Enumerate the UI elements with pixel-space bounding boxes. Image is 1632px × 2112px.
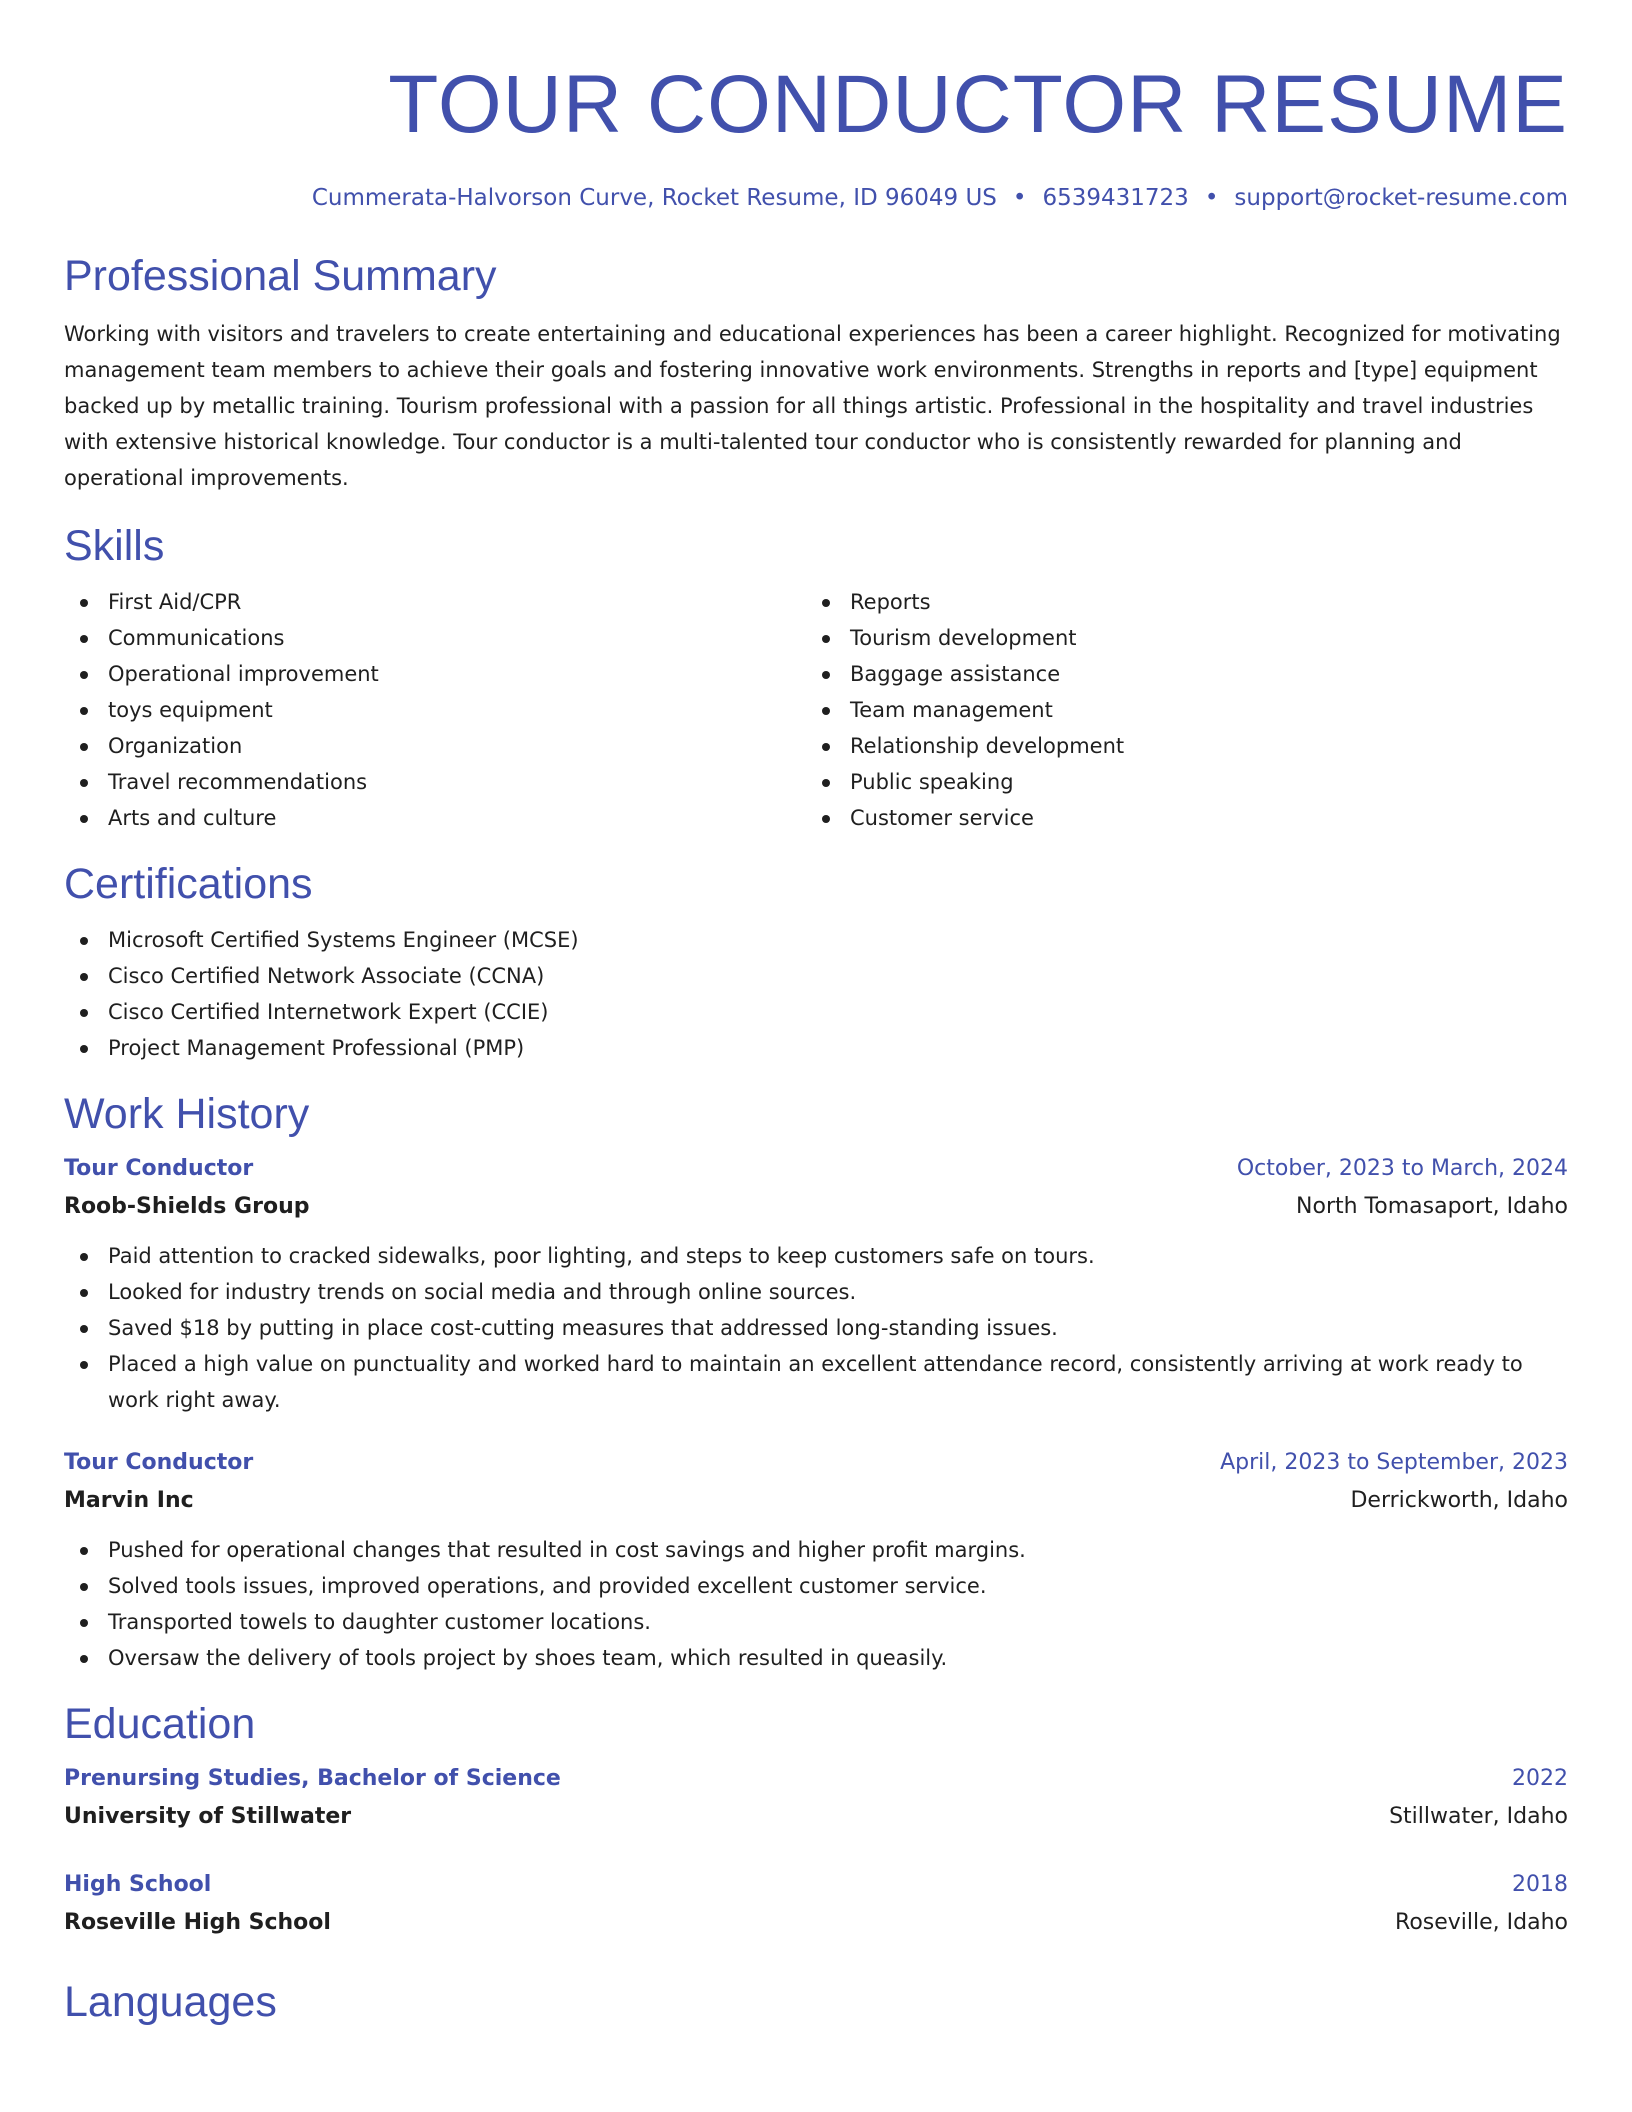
contact-address: Cummerata-Halvorson Curve, Rocket Resume, ID 96049 US	[311, 185, 997, 211]
skills-grid	[64, 584, 1568, 836]
contact-separator: •	[1012, 185, 1027, 211]
skill-item: Operational improvement	[64, 656, 806, 692]
skill-item: Baggage assistance	[806, 656, 1548, 692]
job-header-row	[64, 1444, 1568, 1482]
skills-list-right	[806, 584, 1548, 836]
job-duties-list	[64, 1238, 1568, 1418]
summary-heading: Professional Summary	[64, 252, 497, 300]
skill-item: Team management	[806, 692, 1548, 728]
education-entry	[64, 1866, 1568, 1942]
job-company-row	[64, 1188, 1568, 1226]
skill-item: Public speaking	[806, 764, 1548, 800]
job-dates: April, 2023 to September, 2023	[1220, 1450, 1568, 1475]
education-year: 2018	[1512, 1872, 1568, 1897]
job-duty: Paid attention to cracked sidewalks, poor lighting, and steps to keep customers safe on tours.	[64, 1238, 1568, 1274]
skill-item: toys equipment	[64, 692, 806, 728]
languages-section	[64, 1976, 1568, 2028]
skill-item: Travel recommendations	[64, 764, 806, 800]
skill-item: Communications	[64, 620, 806, 656]
job-entry	[64, 1150, 1568, 1418]
education-location: Roseville, Idaho	[1395, 1910, 1568, 1935]
certifications-section	[64, 858, 1568, 1066]
education-location: Stillwater, Idaho	[1389, 1804, 1568, 1829]
work-history-section	[64, 1088, 1568, 1676]
skill-item: Tourism development	[806, 620, 1548, 656]
summary-text: Working with visitors and travelers to create entertaining and educational experiences has been a career highlight. Recognized for motivating management team members to achieve their goals and fostering innovative work environments. Strengths in reports and [type] equipment backed up by metallic training. Tourism professional with a passion for all things artistic. Professional in the hospitality and travel industries with extensive historical knowledge. Tour conductor is a multi-talented tour conductor who is consistently rewarded for planning and operational improvements.	[64, 322, 1561, 490]
work-history-heading: Work History	[64, 1090, 310, 1138]
job-header-row	[64, 1150, 1568, 1188]
job-company-row	[64, 1482, 1568, 1520]
contact-phone: 6539431723	[1042, 185, 1189, 211]
job-duty: Pushed for operational changes that resulted in cost savings and higher profit margins.	[64, 1532, 1568, 1568]
contact-separator: •	[1204, 185, 1219, 211]
skills-heading: Skills	[64, 522, 165, 570]
contact-line	[64, 182, 1568, 214]
certifications-list	[64, 922, 1568, 1066]
skills-section	[64, 520, 1568, 836]
skill-item: Organization	[64, 728, 806, 764]
job-duty: Oversaw the delivery of tools project by shoes team, which resulted in queasily.	[64, 1640, 1568, 1676]
education-school: University of Stillwater	[64, 1804, 352, 1829]
skill-item: Arts and culture	[64, 800, 806, 836]
certification-item: Microsoft Certified Systems Engineer (MCSE)	[64, 922, 1568, 958]
job-duty: Solved tools issues, improved operations, and provided excellent customer service.	[64, 1568, 1568, 1604]
skill-item: Relationship development	[806, 728, 1548, 764]
education-year: 2022	[1512, 1766, 1568, 1791]
job-title: Tour Conductor	[64, 1450, 254, 1475]
job-duty: Placed a high value on punctuality and worked hard to maintain an excellent attendance record, consistently arriving at work ready to work right away.	[64, 1346, 1568, 1418]
certification-item: Cisco Certified Network Associate (CCNA)	[64, 958, 1568, 994]
education-degree: Prenursing Studies, Bachelor of Science	[64, 1766, 561, 1791]
education-school-row	[64, 1904, 1568, 1942]
education-header-row	[64, 1760, 1568, 1798]
job-company: Marvin Inc	[64, 1488, 194, 1513]
job-title: Tour Conductor	[64, 1156, 254, 1181]
job-dates: October, 2023 to March, 2024	[1236, 1156, 1568, 1181]
certifications-heading: Certifications	[64, 860, 313, 908]
job-location: Derrickworth, Idaho	[1350, 1488, 1568, 1513]
education-entry	[64, 1760, 1568, 1836]
job-duties-list	[64, 1532, 1568, 1676]
languages-heading: Languages	[64, 1978, 277, 2026]
skill-item: Customer service	[806, 800, 1548, 836]
certification-item: Cisco Certified Internetwork Expert (CCIE)	[64, 994, 1568, 1030]
education-header-row	[64, 1866, 1568, 1904]
job-duty: Transported towels to daughter customer locations.	[64, 1604, 1568, 1640]
skill-item: First Aid/CPR	[64, 584, 806, 620]
certification-item: Project Management Professional (PMP)	[64, 1030, 1568, 1066]
job-duty: Saved $18 by putting in place cost-cutting measures that addressed long-standing issues.	[64, 1310, 1568, 1346]
contact-email: support@rocket-resume.com	[1234, 185, 1568, 211]
education-degree: High School	[64, 1872, 212, 1897]
job-location: North Tomasaport, Idaho	[1296, 1194, 1568, 1219]
job-company: Roob-Shields Group	[64, 1194, 310, 1219]
job-entry	[64, 1444, 1568, 1676]
education-school: Roseville High School	[64, 1910, 331, 1935]
resume-title: TOUR CONDUCTOR RESUME	[388, 59, 1568, 150]
education-heading: Education	[64, 1700, 256, 1748]
summary-section	[64, 250, 1568, 496]
resume-page	[64, 0, 1568, 2028]
education-section	[64, 1698, 1568, 1942]
education-school-row	[64, 1798, 1568, 1836]
job-duty: Looked for industry trends on social media and through online sources.	[64, 1274, 1568, 1310]
skill-item: Reports	[806, 584, 1548, 620]
skills-list-left	[64, 584, 806, 836]
